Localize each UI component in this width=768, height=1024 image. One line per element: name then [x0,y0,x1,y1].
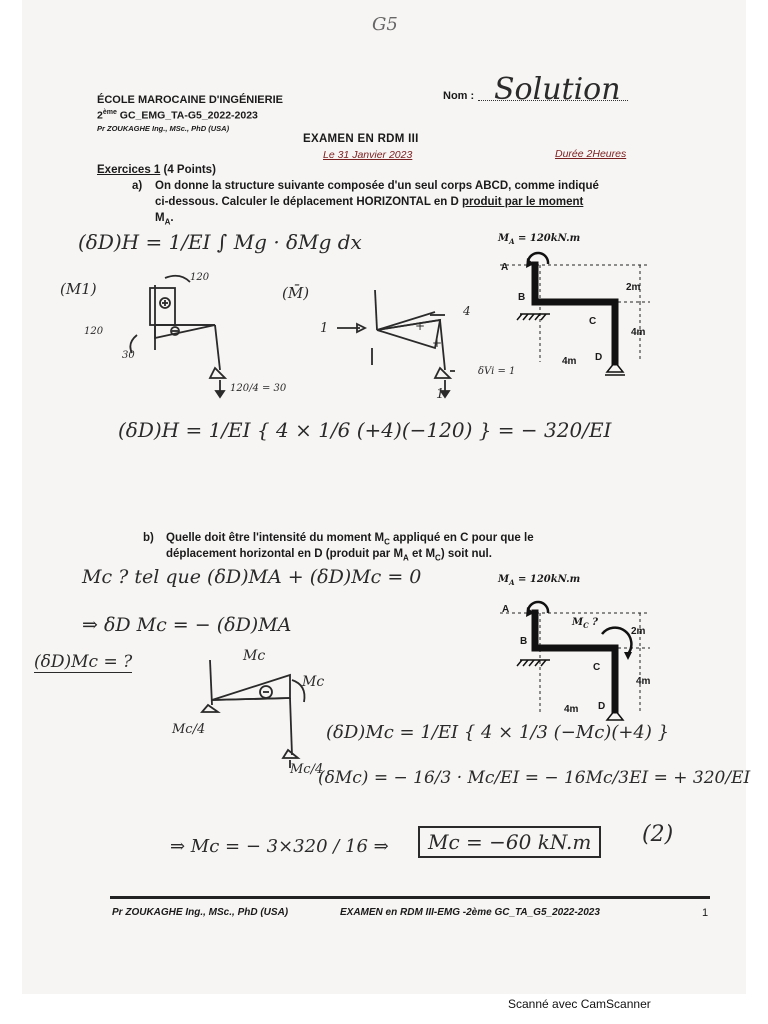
moment-ma-label [498,233,580,246]
moment-ma-m: M [498,233,510,244]
page-mark: G5 [372,14,398,35]
class-rest: GC_EMG_TA-G5_2022-2023 [116,109,258,122]
hand-val-120-top: 120 [190,272,210,283]
question-a-m: M [155,212,165,224]
question-b-line2 [166,546,492,566]
node-a-b: A [502,604,510,615]
hand-val-120-left: 120 [84,326,104,337]
question-b-label: b) [143,532,154,544]
hand-b-mc4-left: Mc/4 [172,722,206,737]
hand-delta-unit: δVi = 1 [478,366,516,377]
exam-title: EXAMEN EN RDM III [303,133,419,145]
footer-teacher: Pr ZOUKAGHE Ing., MSc., PhD (USA) [112,907,289,918]
hand-b-equivalence: ⇒ δD Mc = − (δD)MA [82,614,292,636]
dim-4m-horizontal-b: 4m [564,704,579,715]
hand-unit-force-down: 1 [436,387,445,402]
hand-b-mc4-bottom: Mc/4 [290,762,324,777]
question-a-label: a) [132,180,143,192]
dim-4m-vertical-b: 4m [636,676,651,687]
moment-ma-value: = 120kN.m [514,233,581,244]
footer-exam: EXAMEN en RDM III-EMG -2ème GC_TA_G5_2022-2023 [340,907,600,918]
hand-val-120-4: 120/4 = 30 [230,383,287,394]
class-prefix: 2 [97,109,103,122]
moment-mc-sub: C [583,621,589,630]
moment-ma-sub: A [509,237,515,246]
hand-val-4: 4 [463,304,471,318]
exercise-points: (4 Points) [163,164,216,176]
moment-ma-sub-b: A [509,578,515,587]
node-d-b: D [598,701,606,712]
scanner-caption: Scanné avec CamScanner [508,997,651,1011]
dim-2m-b: 2m [631,626,646,637]
moment-ma-m-b: M [498,574,510,585]
hand-eq-virtual-work: (δD)H = 1/EI ∫ Mg · δMg dx [78,230,362,254]
hand-b-score: (2) [642,822,674,847]
question-a-line3 [155,210,174,230]
question-b-line1-end: appliqué en C pour que le [389,532,534,544]
moment-mc-label [572,617,598,630]
question-a-line2 [155,194,583,210]
node-c-b: C [593,662,601,673]
hand-b-mc-top: Mc [243,648,266,664]
footer-page-number: 1 [702,907,709,919]
moment-ma-value-b: = 120kN.m [514,574,581,585]
dim-2m: 2m [626,282,641,293]
hand-eq-result-a: (δD)H = 1/EI { 4 × 1/6 (+4)(−120) } = − 320/EI [118,418,612,442]
exercise-title-text: Exercices 1 [97,164,161,176]
question-b-line2-sub1: A [403,553,409,563]
node-d: D [595,352,603,363]
dim-4m-horizontal: 4m [562,356,577,367]
svg-text:+: + [415,319,426,333]
question-b-line2-mid: et M [408,548,436,560]
moment-mc-question: ? [588,617,598,628]
class-sup: ème [102,109,117,116]
question-b-line2-start: déplacement horizontal en D (produit par M [166,548,404,560]
moment-ma-label-b [498,574,580,587]
hand-b-integral: (δD)Mc = 1/EI { 4 × 1/3 (−Mc)(+4) } [326,722,670,743]
hand-val-30: 30 [122,350,135,361]
exercise-title [97,164,216,176]
hand-b-solve: (δMc) = − 16/3 · Mc/EI = − 16Mc/3EI = + 320/EI [318,768,751,788]
question-a-underlined: produit par le moment [461,196,584,208]
class-code [97,109,258,122]
hand-mc-diagram [180,650,320,770]
teacher-name: Pr ZOUKAGHE Ing., MSc., PhD (USA) [97,124,230,133]
hand-b-final: ⇒ Mc = − 3×320 / 16 ⇒ [170,836,389,857]
hand-b-condition: Mc ? tel que (δD)MA + (δD)Mc = 0 [82,566,422,588]
footer-rule [110,896,710,899]
hand-b-question: (δD)Mc = ? [34,652,133,672]
question-b-line1-sub: C [384,537,390,547]
node-b: B [518,292,526,303]
node-a: A [501,262,509,273]
school-name: ÉCOLE MAROCAINE D'INGÉNIERIE [97,94,283,106]
name-value: Solution [494,72,621,107]
question-b-line2-sub2: C [435,553,441,563]
name-label: Nom : [443,90,475,102]
hand-b-mc-right: Mc [302,674,325,690]
question-a-dot: . [170,212,174,224]
node-c: C [589,316,597,327]
dim-4m-vertical: 4m [631,327,646,338]
question-b-line2-end: ) soit nul. [440,548,492,560]
svg-text:+: + [432,336,443,350]
question-a-m-sub: A [164,217,171,227]
hand-b-result-box: Mc = −60 kN.m [418,826,601,858]
hand-unit-force: 1 [320,321,329,336]
moment-mc-m: M [572,617,584,628]
node-b-b: B [520,636,528,647]
question-a-line1: On donne la structure suivante composée d'un seul corps ABCD, comme indiqué [155,180,599,192]
exam-duration: Durée 2Heures [555,148,627,160]
question-b-line1-start: Quelle doit être l'intensité du moment M [166,532,385,544]
hand-m1-label: (M1) [60,280,97,298]
hand-m2-label: (M̄) [282,284,310,302]
exam-date: Le 31 Janvier 2023 [323,149,413,161]
question-a-line2-start: ci-dessous. Calculer le déplacement HORIZONTAL en D [155,196,462,208]
